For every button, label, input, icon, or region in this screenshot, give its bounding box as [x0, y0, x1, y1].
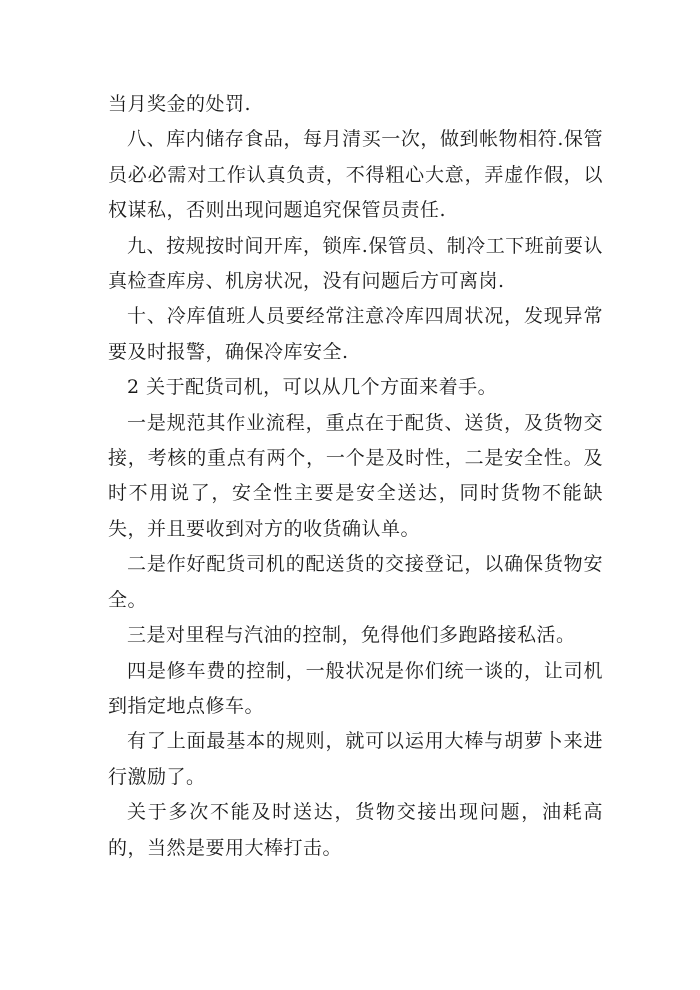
- paragraph-11: 关于多次不能及时送达，货物交接出现问题，油耗高的，当然是要用大棒打击。: [108, 801, 603, 859]
- paragraph-8: 三是对里程与汽油的控制，免得他们多跑路接私活。: [127, 624, 576, 647]
- paragraph-9: 四是修车费的控制，一般状况是你们统一谈的，让司机到指定地点修车。: [108, 659, 603, 717]
- paragraph-3: 九、按规按时间开库，锁库.保管员、制冷工下班前要认真检查库房、机房状况，没有问题后方可离岗.: [108, 234, 603, 293]
- paragraph-5: 2 关于配货司机，可以从几个方面来着手。: [127, 376, 498, 399]
- paragraph-6: 一是规范其作业流程，重点在于配货、送货，及货物交接，考核的重点有两个，一个是及时性，二是安全性。及时不用说了，安全性主要是安全送达，同时货物不能缺失，并且要收到对方的收货确认单。: [108, 411, 603, 540]
- paragraph-10: 有了上面最基本的规则，就可以运用大棒与胡萝卜来进行激励了。: [108, 730, 603, 788]
- document-body: [108, 87, 603, 866]
- paragraph-7: 二是作好配货司机的配送货的交接登记，以确保货物安全。: [108, 553, 603, 611]
- paragraph-4: 十、冷库值班人员要经常注意冷库四周状况，发现异常要及时报警，确保冷库安全.: [108, 305, 603, 363]
- paragraph-1: 当月奖金的处罚.: [108, 93, 252, 115]
- paragraph-2: 八、库内储存食品，每月清买一次，做到帐物相符.保管员必必需对工作认真负责，不得粗心大意，弄虚作假，以权谋私，否则出现问题追究保管员责任.: [108, 128, 603, 222]
